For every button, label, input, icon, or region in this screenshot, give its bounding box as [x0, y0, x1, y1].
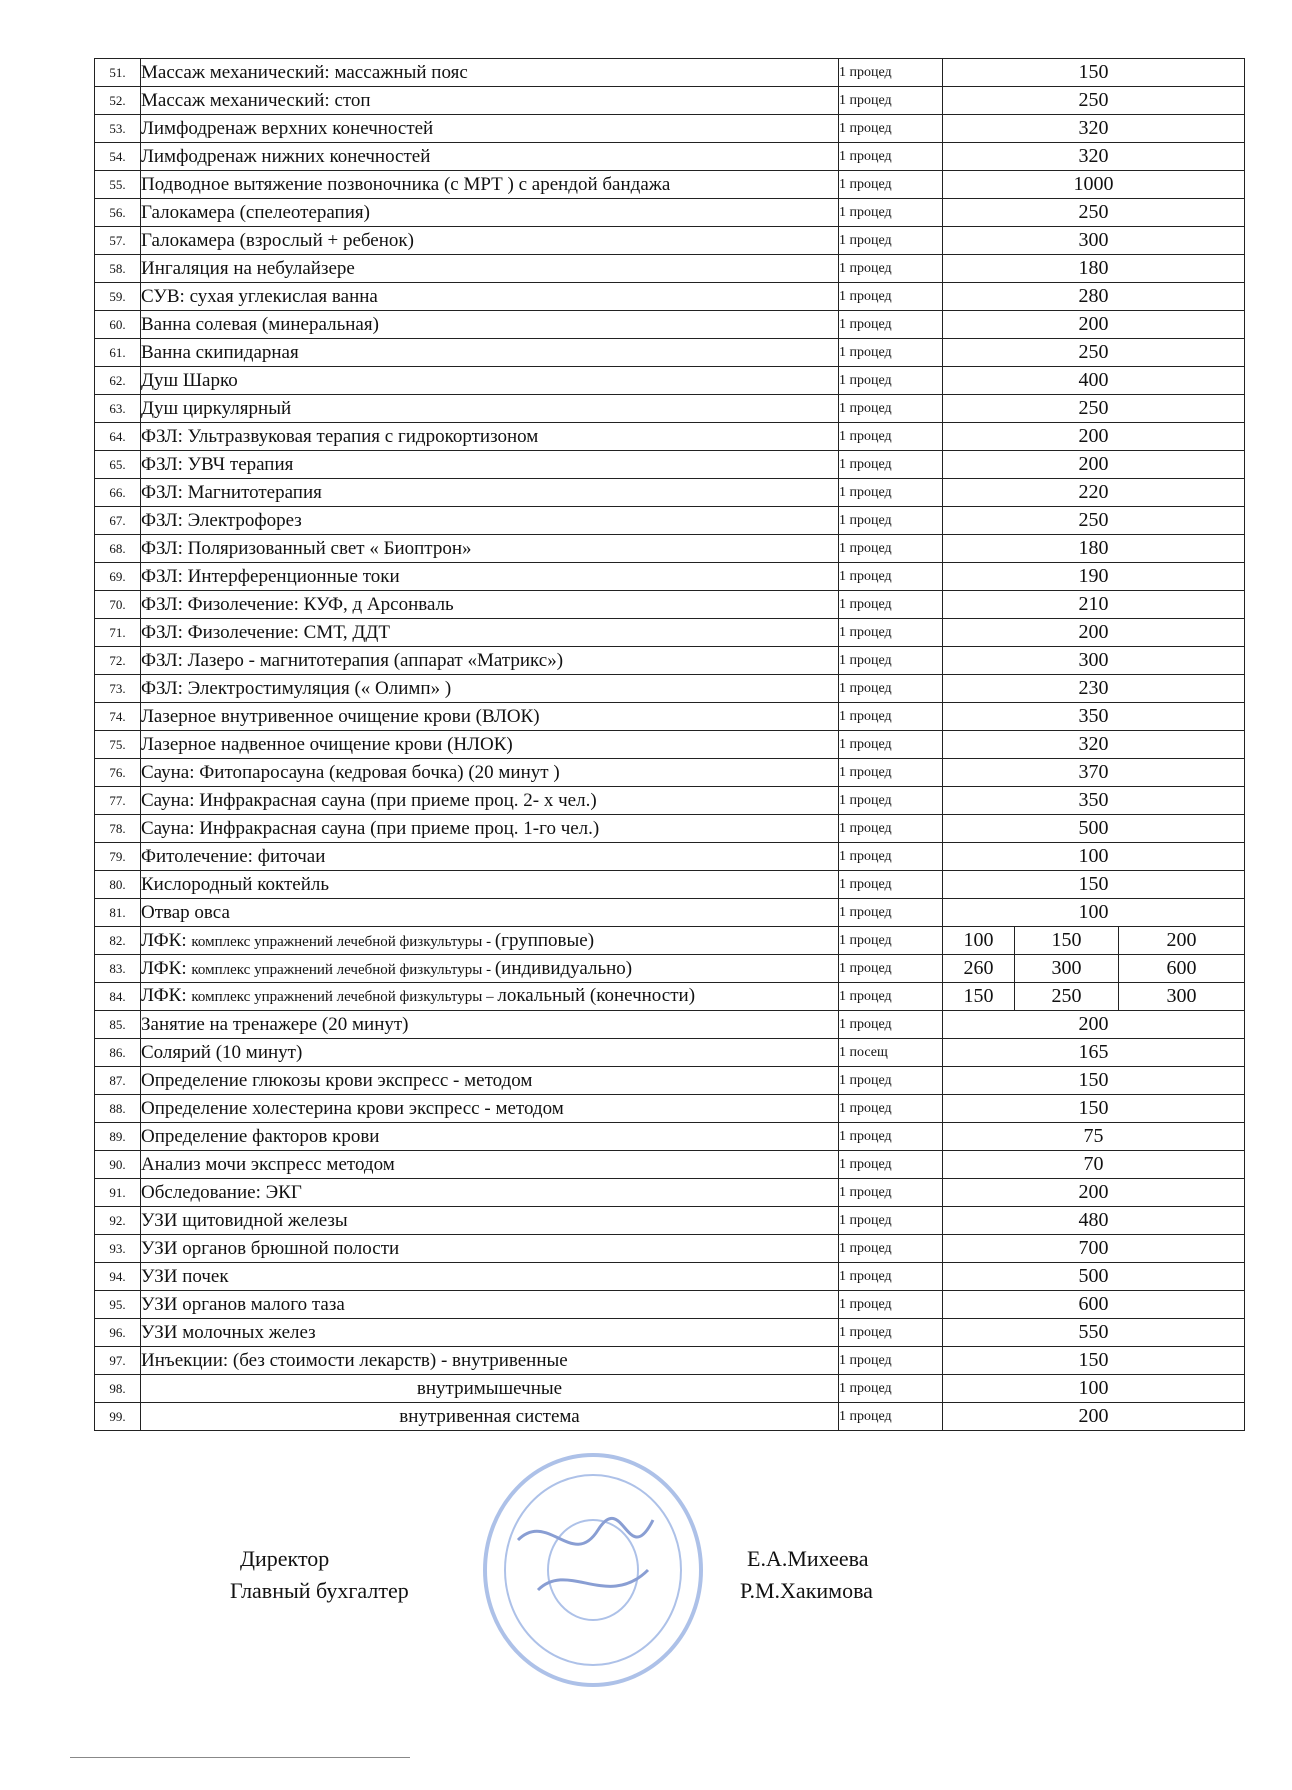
service-name: Галокамера (взрослый + ребенок): [141, 227, 839, 255]
row-number: 58.: [95, 255, 141, 283]
service-name: Лазерное внутривенное очищение крови (ВЛОК): [141, 703, 839, 731]
service-price: 165: [943, 1039, 1245, 1067]
service-name: [141, 927, 839, 955]
table-row: [95, 871, 1245, 899]
service-unit: 1 процед: [839, 1347, 943, 1375]
service-unit: 1 процед: [839, 59, 943, 87]
table-row: [95, 311, 1245, 339]
service-name: УЗИ щитовидной железы: [141, 1207, 839, 1235]
service-price: 220: [943, 479, 1245, 507]
service-unit: 1 процед: [839, 983, 943, 1011]
service-name: Сауна: Фитопаросауна (кедровая бочка) (20 минут ): [141, 759, 839, 787]
service-description: комплекс упражнений лечебной физкультуры –: [191, 989, 498, 1005]
service-name: ФЗЛ: Ультразвуковая терапия с гидрокортизоном: [141, 423, 839, 451]
service-name: УЗИ молочных желез: [141, 1319, 839, 1347]
table-row: [95, 115, 1245, 143]
table-row: [95, 171, 1245, 199]
service-unit: 1 процед: [839, 927, 943, 955]
service-price: 200: [943, 1179, 1245, 1207]
service-price: 180: [943, 535, 1245, 563]
service-unit: 1 процед: [839, 1123, 943, 1151]
service-price: 150: [943, 1095, 1245, 1123]
table-row: [95, 983, 1245, 1011]
table-row: [95, 451, 1245, 479]
service-unit: 1 процед: [839, 507, 943, 535]
service-prefix: ЛФК:: [141, 985, 192, 1006]
row-number: 93.: [95, 1235, 141, 1263]
service-unit: 1 процед: [839, 535, 943, 563]
service-price-1: 100: [943, 927, 1015, 955]
row-number: 67.: [95, 507, 141, 535]
service-price: 500: [943, 815, 1245, 843]
service-unit: 1 процед: [839, 171, 943, 199]
table-row: [95, 1067, 1245, 1095]
service-name: внутривенная система: [141, 1403, 839, 1431]
table-row: [95, 1291, 1245, 1319]
service-name: [141, 955, 839, 983]
service-name: Ингаляция на небулайзере: [141, 255, 839, 283]
service-name: Фитолечение: фиточаи: [141, 843, 839, 871]
row-number: 68.: [95, 535, 141, 563]
service-name: Лимфодренаж нижних конечностей: [141, 143, 839, 171]
row-number: 60.: [95, 311, 141, 339]
service-unit: 1 процед: [839, 815, 943, 843]
service-unit: 1 процед: [839, 339, 943, 367]
table-row: [95, 1319, 1245, 1347]
service-price: 150: [943, 59, 1245, 87]
table-row: [95, 1347, 1245, 1375]
row-number: 57.: [95, 227, 141, 255]
service-price: 100: [943, 1375, 1245, 1403]
row-number: 98.: [95, 1375, 141, 1403]
service-unit: 1 процед: [839, 1291, 943, 1319]
footer-divider: [70, 1757, 410, 1758]
service-unit: 1 процед: [839, 647, 943, 675]
service-description: комплекс упражнений лечебной физкультуры -: [191, 933, 495, 950]
row-number: 91.: [95, 1179, 141, 1207]
service-price: 200: [943, 451, 1245, 479]
service-name: Галокамера (спелеотерапия): [141, 199, 839, 227]
service-name: УЗИ почек: [141, 1263, 839, 1291]
service-name: УЗИ органов брюшной полости: [141, 1235, 839, 1263]
row-number: 53.: [95, 115, 141, 143]
service-price: 1000: [943, 171, 1245, 199]
table-row: [95, 1179, 1245, 1207]
service-name: ФЗЛ: Электрофорез: [141, 507, 839, 535]
table-row: [95, 1235, 1245, 1263]
table-row: [95, 1095, 1245, 1123]
row-number: 81.: [95, 899, 141, 927]
service-name: ФЗЛ: Электростимуляция (« Олимп» ): [141, 675, 839, 703]
row-number: 63.: [95, 395, 141, 423]
service-unit: 1 процед: [839, 591, 943, 619]
service-unit: 1 процед: [839, 1095, 943, 1123]
service-price: 320: [943, 115, 1245, 143]
table-row: [95, 1011, 1245, 1039]
row-number: 90.: [95, 1151, 141, 1179]
row-number: 61.: [95, 339, 141, 367]
table-row: [95, 367, 1245, 395]
service-name: Душ циркулярный: [141, 395, 839, 423]
round-stamp-icon: [478, 1450, 708, 1690]
service-unit: 1 процед: [839, 311, 943, 339]
service-price: 250: [943, 199, 1245, 227]
service-price: 200: [943, 423, 1245, 451]
service-name: Анализ мочи экспресс методом: [141, 1151, 839, 1179]
service-unit: 1 процед: [839, 1207, 943, 1235]
row-number: 96.: [95, 1319, 141, 1347]
table-row: [95, 87, 1245, 115]
service-name: Определение холестерина крови экспресс - методом: [141, 1095, 839, 1123]
table-row: [95, 759, 1245, 787]
service-type: (индивидуально): [494, 957, 633, 979]
table-row: [95, 927, 1245, 955]
service-price: 480: [943, 1207, 1245, 1235]
service-name: Определение глюкозы крови экспресс - методом: [141, 1067, 839, 1095]
row-number: 69.: [95, 563, 141, 591]
service-price: 350: [943, 787, 1245, 815]
service-unit: 1 процед: [839, 451, 943, 479]
row-number: 89.: [95, 1123, 141, 1151]
service-price: 250: [943, 339, 1245, 367]
row-number: 78.: [95, 815, 141, 843]
service-price: 320: [943, 143, 1245, 171]
service-price: 180: [943, 255, 1245, 283]
service-price: 100: [943, 843, 1245, 871]
table-row: [95, 899, 1245, 927]
service-type: (групповые): [494, 929, 595, 951]
service-price: 500: [943, 1263, 1245, 1291]
service-name: ФЗЛ: Магнитотерапия: [141, 479, 839, 507]
service-price: 200: [943, 311, 1245, 339]
director-name: Е.А.Михеева: [747, 1546, 869, 1571]
accountant-name: Р.М.Хакимова: [740, 1578, 873, 1603]
service-name: СУВ: сухая углекислая ванна: [141, 283, 839, 311]
service-unit: 1 процед: [839, 143, 943, 171]
row-number: 56.: [95, 199, 141, 227]
row-number: 77.: [95, 787, 141, 815]
table-row: [95, 675, 1245, 703]
service-unit: 1 процед: [839, 675, 943, 703]
table-row: [95, 507, 1245, 535]
service-price-1: 260: [943, 955, 1015, 983]
service-name: Массаж механический: стоп: [141, 87, 839, 115]
service-price: 70: [943, 1151, 1245, 1179]
service-name: Обследование: ЭКГ: [141, 1179, 839, 1207]
table-row: [95, 255, 1245, 283]
service-unit: 1 процед: [839, 731, 943, 759]
table-row: [95, 563, 1245, 591]
row-number: 55.: [95, 171, 141, 199]
service-price: 320: [943, 731, 1245, 759]
service-prefix: ЛФК:: [141, 957, 192, 979]
service-unit: 1 процед: [839, 787, 943, 815]
service-unit: 1 процед: [839, 115, 943, 143]
service-unit: 1 посещ: [839, 1039, 943, 1067]
service-unit: 1 процед: [839, 871, 943, 899]
service-name: Отвар овса: [141, 899, 839, 927]
table-row: [95, 59, 1245, 87]
service-unit: 1 процед: [839, 423, 943, 451]
service-name: Солярий (10 минут): [141, 1039, 839, 1067]
service-price: 200: [943, 619, 1245, 647]
row-number: 79.: [95, 843, 141, 871]
service-name: ФЗЛ: УВЧ терапия: [141, 451, 839, 479]
service-price: 250: [943, 395, 1245, 423]
service-unit: 1 процед: [839, 1319, 943, 1347]
service-price: 300: [943, 227, 1245, 255]
service-name: внутримышечные: [141, 1375, 839, 1403]
service-name: Инъекции: (без стоимости лекарств) - внутривенные: [141, 1347, 839, 1375]
service-price: 100: [943, 899, 1245, 927]
director-title: Директор: [240, 1546, 330, 1571]
service-unit: 1 процед: [839, 199, 943, 227]
table-row: [95, 1375, 1245, 1403]
table-row: [95, 1207, 1245, 1235]
service-name: Сауна: Инфракрасная сауна (при приеме проц. 2- х чел.): [141, 787, 839, 815]
service-price: 350: [943, 703, 1245, 731]
service-unit: 1 процед: [839, 1263, 943, 1291]
accountant-title: Главный бухгалтер: [230, 1578, 409, 1603]
service-price-3: 200: [1119, 927, 1245, 955]
service-price: 230: [943, 675, 1245, 703]
table-row: [95, 843, 1245, 871]
row-number: 83.: [95, 955, 141, 983]
table-row: [95, 535, 1245, 563]
row-number: 97.: [95, 1347, 141, 1375]
table-row: [95, 731, 1245, 759]
service-name: Лимфодренаж верхних конечностей: [141, 115, 839, 143]
row-number: 75.: [95, 731, 141, 759]
row-number: 70.: [95, 591, 141, 619]
service-price-2: 150: [1015, 927, 1119, 955]
service-unit: 1 процед: [839, 227, 943, 255]
service-price-1: 150: [943, 983, 1015, 1011]
service-name: Определение факторов крови: [141, 1123, 839, 1151]
service-price: 210: [943, 591, 1245, 619]
table-row: [95, 423, 1245, 451]
service-unit: 1 процед: [839, 759, 943, 787]
row-number: 51.: [95, 59, 141, 87]
service-name: Ванна солевая (минеральная): [141, 311, 839, 339]
row-number: 74.: [95, 703, 141, 731]
service-unit: 1 процед: [839, 955, 943, 983]
row-number: 64.: [95, 423, 141, 451]
service-unit: 1 процед: [839, 1179, 943, 1207]
table-row: [95, 283, 1245, 311]
row-number: 59.: [95, 283, 141, 311]
service-price: 200: [943, 1011, 1245, 1039]
service-price: 150: [943, 1347, 1245, 1375]
row-number: 72.: [95, 647, 141, 675]
service-price: 250: [943, 507, 1245, 535]
service-price-2: 250: [1015, 983, 1119, 1011]
service-unit: 1 процед: [839, 255, 943, 283]
row-number: 80.: [95, 871, 141, 899]
service-unit: 1 процед: [839, 367, 943, 395]
service-name: Подводное вытяжение позвоночника (с МРТ ) с арендой бандажа: [141, 171, 839, 199]
row-number: 71.: [95, 619, 141, 647]
table-row: [95, 227, 1245, 255]
service-price: 150: [943, 1067, 1245, 1095]
row-number: 84.: [95, 983, 141, 1011]
row-number: 65.: [95, 451, 141, 479]
service-name: УЗИ органов малого таза: [141, 1291, 839, 1319]
row-number: 88.: [95, 1095, 141, 1123]
service-price: 600: [943, 1291, 1245, 1319]
row-number: 76.: [95, 759, 141, 787]
service-unit: 1 процед: [839, 563, 943, 591]
table-row: [95, 479, 1245, 507]
service-name: ФЗЛ: Интерференционные токи: [141, 563, 839, 591]
table-row: [95, 787, 1245, 815]
service-price: 700: [943, 1235, 1245, 1263]
service-unit: 1 процед: [839, 619, 943, 647]
service-unit: 1 процед: [839, 899, 943, 927]
service-name: Занятие на тренажере (20 минут): [141, 1011, 839, 1039]
service-price: 280: [943, 283, 1245, 311]
service-prefix: ЛФК:: [141, 929, 192, 951]
table-row: [95, 1263, 1245, 1291]
service-unit: 1 процед: [839, 1011, 943, 1039]
service-unit: 1 процед: [839, 395, 943, 423]
service-price: 75: [943, 1123, 1245, 1151]
row-number: 99.: [95, 1403, 141, 1431]
service-unit: 1 процед: [839, 283, 943, 311]
service-price: 190: [943, 563, 1245, 591]
service-type: локальный (конечности): [497, 985, 696, 1006]
service-unit: 1 процед: [839, 1151, 943, 1179]
service-name: ФЗЛ: Физолечение: СМТ, ДДТ: [141, 619, 839, 647]
service-name: Ванна скипидарная: [141, 339, 839, 367]
row-number: 54.: [95, 143, 141, 171]
table-row: [95, 619, 1245, 647]
service-unit: 1 процед: [839, 703, 943, 731]
table-row: [95, 1039, 1245, 1067]
table-row: [95, 1123, 1245, 1151]
service-price: 400: [943, 367, 1245, 395]
service-description: комплекс упражнений лечебной физкультуры -: [191, 961, 495, 978]
service-name: ФЗЛ: Лазеро - магнитотерапия (аппарат «Матрикс»): [141, 647, 839, 675]
service-unit: 1 процед: [839, 1067, 943, 1095]
table-row: [95, 199, 1245, 227]
row-number: 73.: [95, 675, 141, 703]
table-row: [95, 591, 1245, 619]
table-row: [95, 143, 1245, 171]
service-name: Лазерное надвенное очищение крови (НЛОК): [141, 731, 839, 759]
row-number: 62.: [95, 367, 141, 395]
price-table: [94, 58, 1245, 1431]
table-row: [95, 1151, 1245, 1179]
service-price: 150: [943, 871, 1245, 899]
service-price: 250: [943, 87, 1245, 115]
service-name: Душ Шарко: [141, 367, 839, 395]
row-number: 95.: [95, 1291, 141, 1319]
row-number: 66.: [95, 479, 141, 507]
service-name: ФЗЛ: Поляризованный свет « Биоптрон»: [141, 535, 839, 563]
service-unit: 1 процед: [839, 1235, 943, 1263]
row-number: 86.: [95, 1039, 141, 1067]
table-row: [95, 339, 1245, 367]
service-price-3: 600: [1119, 955, 1245, 983]
service-unit: 1 процед: [839, 843, 943, 871]
table-row: [95, 395, 1245, 423]
service-price: 550: [943, 1319, 1245, 1347]
service-name: Кислородный коктейль: [141, 871, 839, 899]
row-number: 87.: [95, 1067, 141, 1095]
service-price-2: 300: [1015, 955, 1119, 983]
table-row: [95, 955, 1245, 983]
service-price: 300: [943, 647, 1245, 675]
row-number: 82.: [95, 927, 141, 955]
service-unit: 1 процед: [839, 1375, 943, 1403]
service-price: 370: [943, 759, 1245, 787]
table-row: [95, 815, 1245, 843]
row-number: 94.: [95, 1263, 141, 1291]
service-unit: 1 процед: [839, 87, 943, 115]
table-row: [95, 1403, 1245, 1431]
service-name: Сауна: Инфракрасная сауна (при приеме проц. 1-го чел.): [141, 815, 839, 843]
service-price: 200: [943, 1403, 1245, 1431]
row-number: 85.: [95, 1011, 141, 1039]
row-number: 52.: [95, 87, 141, 115]
table-row: [95, 647, 1245, 675]
service-name: ФЗЛ: Физолечение: КУФ, д Арсонваль: [141, 591, 839, 619]
service-name: [141, 983, 839, 1011]
price-table-body: [95, 59, 1245, 1431]
service-name: Массаж механический: массажный пояс: [141, 59, 839, 87]
service-unit: 1 процед: [839, 479, 943, 507]
service-price-3: 300: [1119, 983, 1245, 1011]
service-unit: 1 процед: [839, 1403, 943, 1431]
table-row: [95, 703, 1245, 731]
row-number: 92.: [95, 1207, 141, 1235]
